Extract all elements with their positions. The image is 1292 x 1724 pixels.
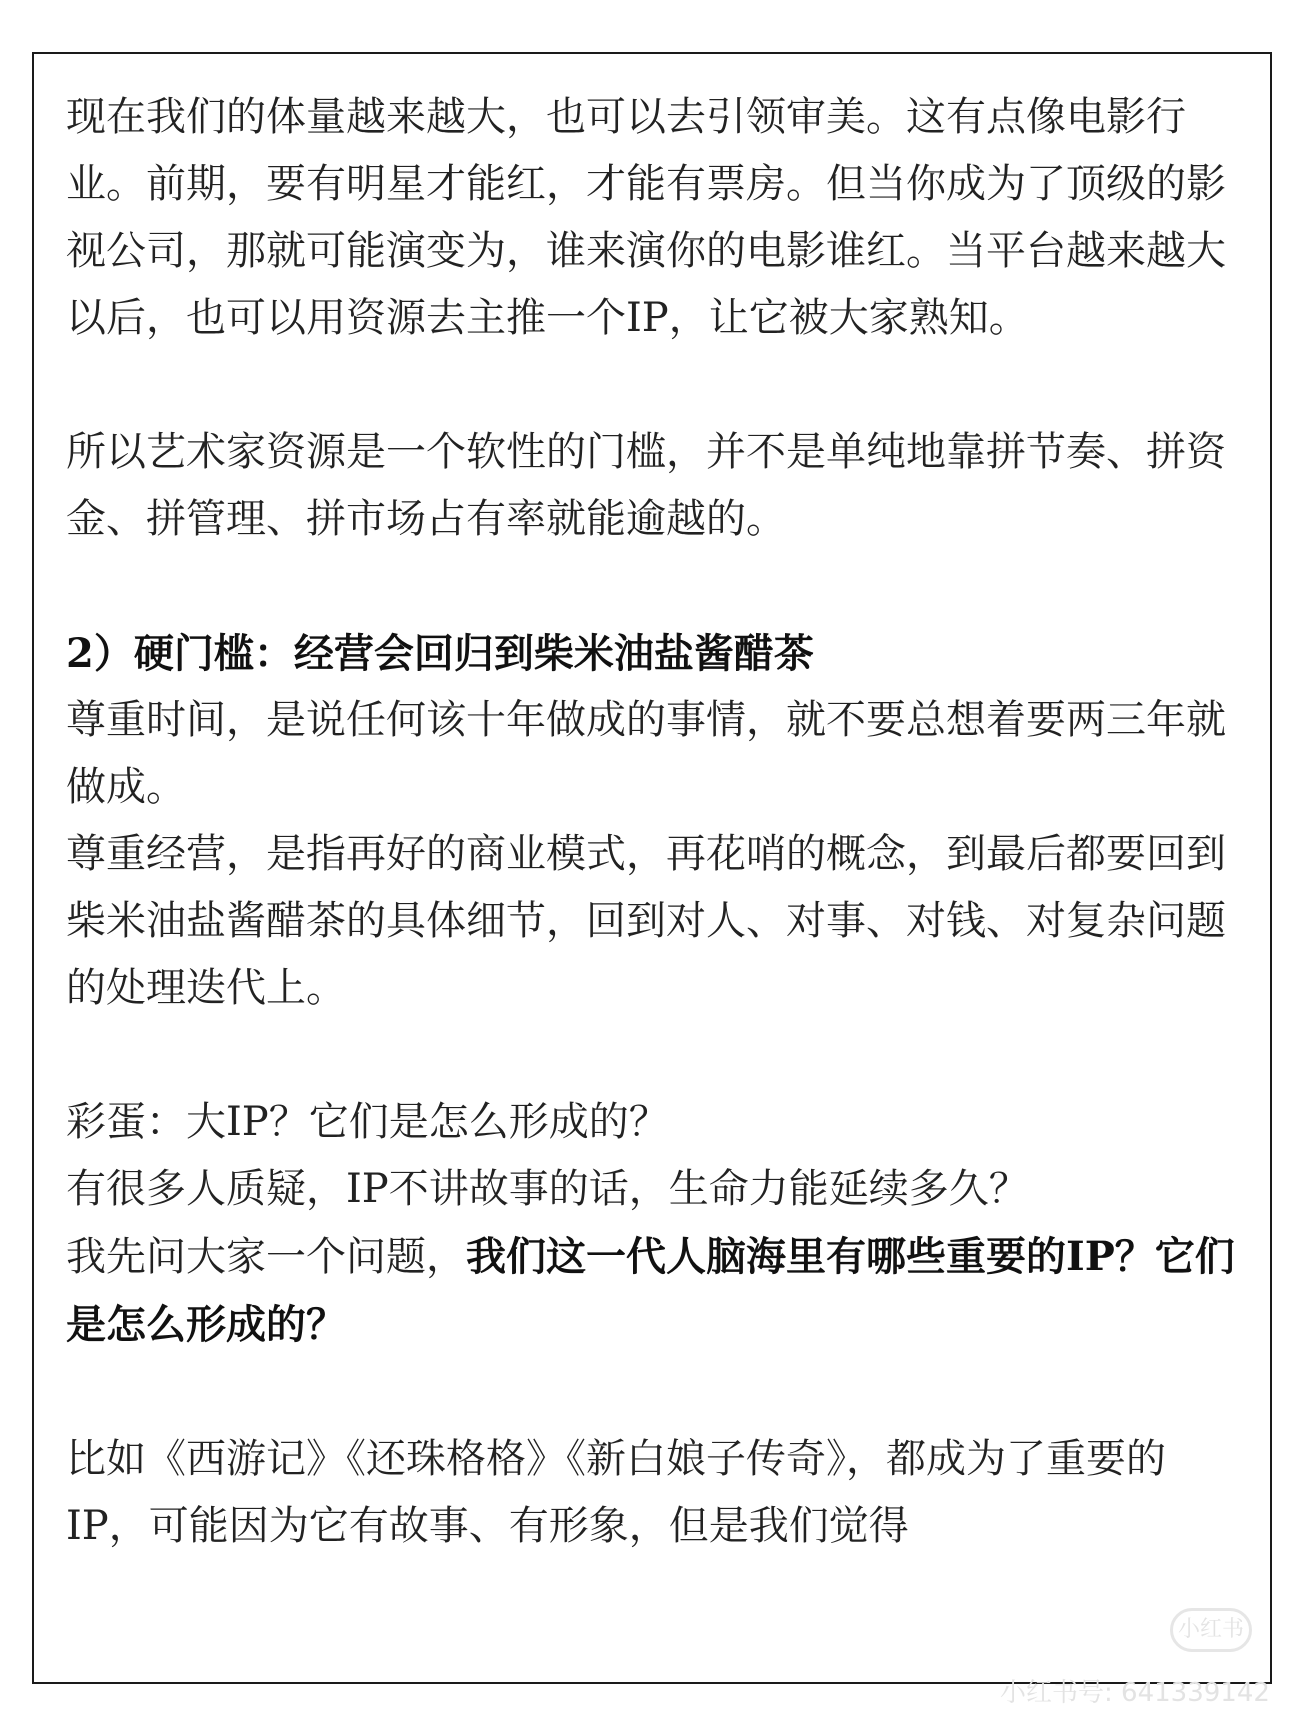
paragraph-spacer <box>66 553 1236 620</box>
question-bold: 我们这一代人脑海里有哪些重要的IP？它们是怎么形成的？ <box>66 1233 1235 1348</box>
watermark-id: 小红书号: 641339142 <box>1000 1678 1270 1708</box>
paragraph-respect-operation: 尊重经营，是指再好的商业模式，再花哨的概念，到最后都要回到柴米油盐酱醋茶的具体细节，回到对人、对事、对钱、对复杂问题的处理迭代上。 <box>66 831 1226 1011</box>
paragraph-ip-doubt: 有很多人质疑，IP不讲故事的话，生命力能延续多久？ <box>66 1166 1029 1212</box>
easter-egg-title: 彩蛋：大IP？它们是怎么形成的？ <box>66 1099 669 1145</box>
section-heading-hard-threshold: 2）硬门槛：经营会回归到柴米油盐酱醋茶 <box>66 630 814 677</box>
paragraph-respect-time: 尊重时间，是说任何该十年做成的事情，就不要总想着要两三年就做成。 <box>66 697 1226 810</box>
paragraph-spacer <box>66 1359 1236 1426</box>
paragraph-question <box>66 1223 1236 1359</box>
watermark-logo: 小红书 <box>1170 1608 1252 1652</box>
paragraph-spacer <box>66 1022 1236 1089</box>
article-body <box>66 84 1236 1560</box>
paragraph-artist-resources: 所以艺术家资源是一个软性的门槛，并不是单纯地靠拼节奏、拼资金、拼管理、拼市场占有率就能逾越的。 <box>66 429 1226 542</box>
paragraph-spacer <box>66 352 1236 419</box>
question-lead: 我先问大家一个问题， <box>66 1234 466 1280</box>
paragraph-ip-examples: 比如《西游记》《还珠格格》《新白娘子传奇》，都成为了重要的IP，可能因为它有故事、有形象，但是我们觉得 <box>66 1436 1166 1549</box>
paragraph-platform-scale: 现在我们的体量越来越大，也可以去引领审美。这有点像电影行业。前期，要有明星才能红，才能有票房。但当你成为了顶级的影视公司，那就可能演变为，谁来演你的电影谁红。当平台越来越大以后，也可以用资源去主推一个IP，让它被大家熟知。 <box>66 94 1226 341</box>
